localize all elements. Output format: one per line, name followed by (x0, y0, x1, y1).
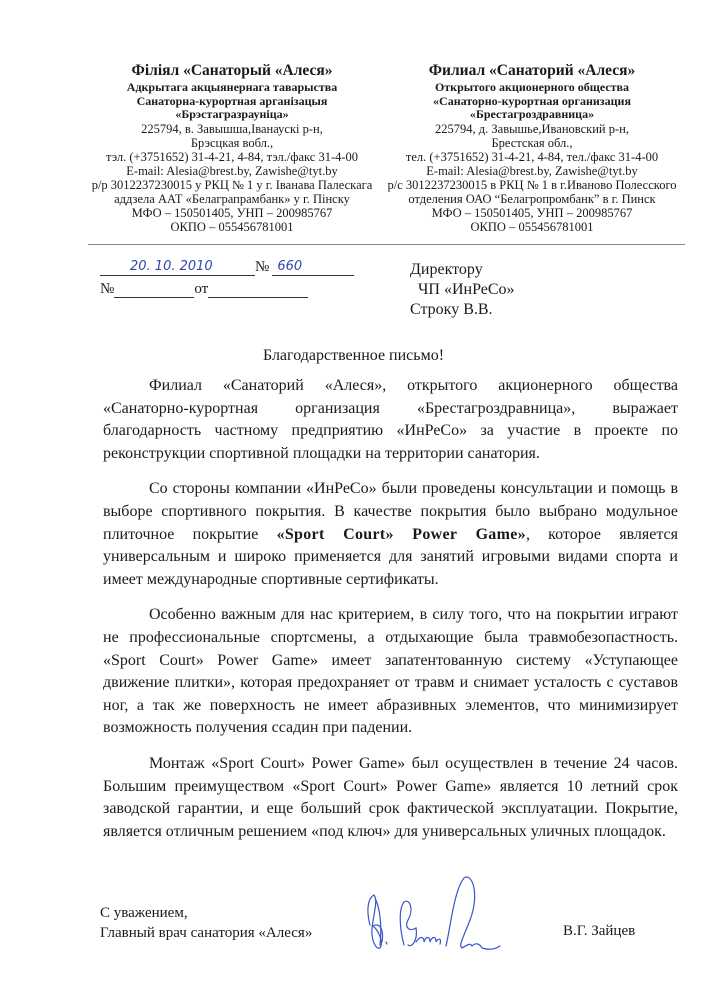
registration-block (100, 258, 354, 302)
handwritten-date: 20. 10. 2010 (130, 259, 213, 274)
letterhead-bank-name: отделения ОАО “Белагропромбанк” в г. Пинск (408, 191, 656, 206)
letterhead-subtitle: «Брестагроздравница» (469, 107, 595, 121)
letterhead-mfo-unp: МФО – 150501405, УНП – 200985767 (431, 205, 633, 220)
handwritten-number: 660 (277, 259, 303, 274)
paragraph-text: Монтаж «Sport Court» Power Game» был осуществлен в течение 24 часов. Большим преимуществом «Sport Court» Power Game» является 10 летний срок заводской гарантии, и еще больший срок фактической эксплуатации. Покрытие, является отличным решением «под ключ» для универсальных уличных площадок. (103, 754, 678, 840)
letter-body (103, 375, 678, 856)
letterhead-subtitle: Открытого акционерного общества (434, 80, 630, 94)
paragraph-text: , которое является универсальным и широко применяется для занятий игровыми видами спорта и имеет международные спортивные сертификаты. (103, 525, 679, 588)
closing-block (100, 903, 312, 943)
ref-date-field (208, 280, 308, 298)
handwritten-signature (360, 850, 540, 970)
letterhead-title: Филиал «Санаторий «Алеся» (428, 62, 636, 79)
number-field (272, 258, 354, 276)
letterhead-bank-account: р/с 3012237230015 в РКЦ № 1 в г.Иваново Полесского (387, 177, 677, 192)
letterhead-mfo-unp: МФО – 150501405, УНП – 200985767 (131, 205, 333, 220)
paragraph-text: Со стороны компании «ИнРеСо» были проведены консультации и помощь в выборе спортивного покрытия. В качестве покрытия было выбрано модульное плиточное покрытие (103, 480, 678, 543)
letterhead-okpo: ОКПО – 055456781001 (170, 219, 294, 234)
body-paragraph (103, 604, 678, 740)
letterhead-region: Брестская обл., (491, 135, 573, 150)
letterhead-okpo: ОКПО – 055456781001 (470, 219, 594, 234)
closing-regards: С уважением, (100, 905, 188, 921)
letterhead-separator (88, 244, 685, 245)
letterhead-phone: тел. (+3751652) 31-4-21, 4-84, тел./факс 31-4-00 (405, 149, 659, 164)
letterhead-email: E-mail: Alesia@brest.by, Zawishe@tyt.by (426, 163, 638, 178)
addressee-position: Директору (410, 261, 483, 278)
letterhead-belarusian (82, 62, 382, 234)
paragraph-text: Особенно важным для нас критерием, в силу того, что на покрытии играют не профессиональные спортсмены, а отдыхающие была травмобезопастность. «Sport Court» Power Game» имеет запатентованную систему «Уступающее движение плитки», которая предохраняет от травм и снимает усталость с суставов ног, а так же поверхность не имеет абразивных элементов, что минимизирует возможность получения ссадин при падении. (103, 606, 678, 737)
letterhead-subtitle: Адкрытага акцыянернага таварыства (126, 80, 338, 94)
body-paragraph (103, 753, 678, 843)
letterhead-subtitle: Санаторна-курортная арганізацыя (136, 93, 328, 108)
signer-name: В.Г. Зайцев (563, 923, 636, 939)
letterhead-bank-name: аддзела ААТ «Белаграпрамбанк» у г. Пінску (114, 191, 350, 206)
letterhead-email: E-mail: Alesia@brest.by, Zawishe@tyt.by (126, 163, 338, 178)
ref-number-label: № (100, 281, 115, 297)
letterhead-subtitle: «Брэстагразрауніца» (175, 107, 289, 121)
number-label: № (255, 259, 270, 275)
registration-row-reference (100, 280, 354, 302)
letterhead-bank-account: р/р 3012237230015 у РКЦ № 1 у г. Іванава Палескага (91, 177, 373, 192)
letterhead-region: Брэсцкая вобл., (190, 135, 274, 150)
letterhead-title: Філіял «Санаторый «Алеся» (131, 62, 333, 79)
ref-from-label: от (194, 281, 209, 297)
letterhead-subtitle: «Санаторно-курортная организация (433, 93, 631, 108)
date-field (100, 258, 255, 276)
product-name-bold: «Sport Court» Power Game» (276, 525, 526, 543)
signer-position: Главный врач санатория «Алеся» (100, 925, 313, 941)
document-title: Благодарственное письмо! (262, 347, 445, 364)
addressee-company: ЧП «ИнРеСо» (418, 281, 515, 298)
addressee-block (410, 260, 515, 320)
body-paragraph (103, 478, 678, 591)
letterhead-russian (368, 62, 696, 234)
registration-row-outgoing (100, 258, 354, 280)
letterhead-phone: тэл. (+3751652) 31-4-21, 4-84, тэл./факс 31-4-00 (105, 149, 359, 164)
letterhead-address: 225794, в. Завышша,Іванаускі р-н, (141, 121, 323, 136)
body-paragraph (103, 375, 678, 465)
addressee-name: Строку В.В. (410, 301, 493, 318)
letterhead-address: 225794, д. Завышье,Ивановский р-н, (435, 121, 629, 136)
paragraph-text: Филиал «Санаторий «Алеся», открытого акционерного общества «Санаторно-курортная организация «Брестагроздравница», выражает благодарность частному предприятию «ИнРеСо» за участие в проекте по реконструкции спортивной площадки на территории санатория. (103, 377, 678, 462)
ref-number-field (114, 280, 194, 298)
